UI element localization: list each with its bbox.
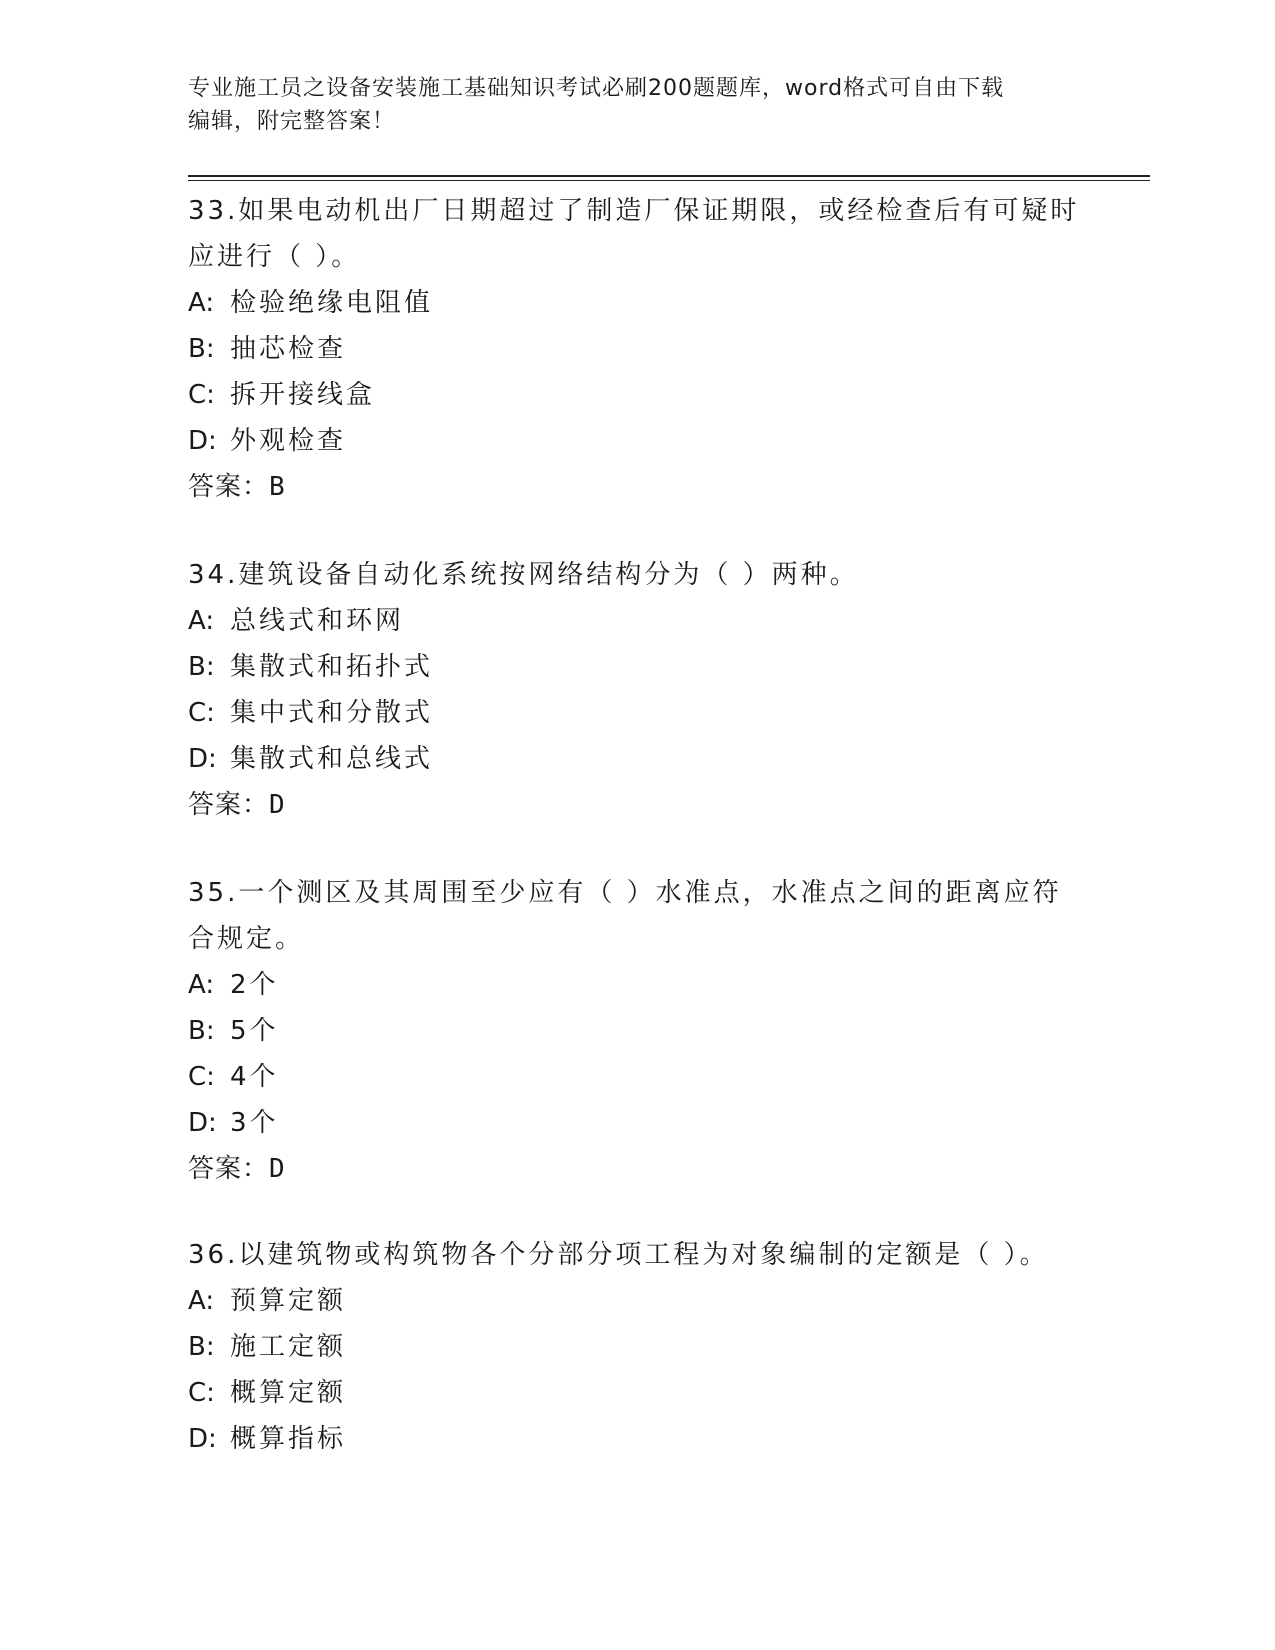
option-text: 抽芯检查 [230, 334, 347, 364]
document-header [188, 72, 1068, 138]
question-36 [188, 1232, 1088, 1462]
option-text: 拆开接线盒 [230, 380, 376, 410]
option-text: 2个 [230, 970, 279, 1000]
answer-value: D [269, 790, 285, 820]
option-text: 外观检查 [230, 426, 347, 456]
header-divider-thick [188, 175, 1150, 177]
option-a [188, 598, 1088, 644]
option-letter: B: [188, 652, 215, 682]
option-b [188, 644, 1088, 690]
option-c [188, 1054, 1088, 1100]
answer-line [188, 464, 1088, 510]
option-text: 检验绝缘电阻值 [230, 288, 434, 318]
option-c [188, 1370, 1088, 1416]
option-b [188, 326, 1088, 372]
option-letter: C: [188, 380, 215, 410]
option-letter: D: [188, 1424, 217, 1454]
question-stem: 36.以建筑物或构筑物各个分部分项工程为对象编制的定额是（ ）。 [188, 1240, 1049, 1270]
option-text: 总线式和环网 [230, 606, 405, 636]
option-letter: D: [188, 744, 217, 774]
option-a [188, 280, 1088, 326]
option-letter: C: [188, 1378, 215, 1408]
answer-label: 答案： [188, 790, 270, 820]
option-letter: B: [188, 1016, 215, 1046]
option-letter: B: [188, 334, 215, 364]
answer-line [188, 1146, 1088, 1192]
option-letter: A: [188, 1286, 215, 1316]
option-text: 预算定额 [230, 1286, 347, 1316]
option-a [188, 962, 1088, 1008]
option-text: 施工定额 [230, 1332, 347, 1362]
header-title-line-2: 编辑，附完整答案！ [188, 109, 396, 134]
option-c [188, 690, 1088, 736]
option-letter: A: [188, 970, 215, 1000]
option-letter: D: [188, 426, 217, 456]
question-34 [188, 552, 1088, 828]
option-letter: C: [188, 1062, 215, 1092]
option-text: 概算定额 [230, 1378, 347, 1408]
option-b [188, 1008, 1088, 1054]
question-stem-continued: 合规定。 [188, 924, 305, 954]
answer-value: B [269, 472, 285, 502]
question-stem-continued: 应进行（ ）。 [188, 242, 361, 272]
answer-label: 答案： [188, 1154, 270, 1184]
option-c [188, 372, 1088, 418]
option-a [188, 1278, 1088, 1324]
header-divider-thin [188, 180, 1150, 181]
option-text: 3个 [230, 1108, 279, 1138]
question-33 [188, 188, 1088, 510]
question-stem: 34.建筑设备自动化系统按网络结构分为（ ）两种。 [188, 560, 859, 590]
option-d [188, 1100, 1088, 1146]
option-b [188, 1324, 1088, 1370]
question-stem: 33.如果电动机出厂日期超过了制造厂保证期限，或经检查后有可疑时 [188, 196, 1080, 226]
option-text: 集散式和总线式 [230, 744, 434, 774]
option-letter: C: [188, 698, 215, 728]
answer-value: D [269, 1154, 285, 1184]
option-text: 概算指标 [230, 1424, 347, 1454]
option-text: 5个 [230, 1016, 279, 1046]
option-letter: A: [188, 288, 215, 318]
option-d [188, 418, 1088, 464]
option-text: 4个 [230, 1062, 279, 1092]
option-letter: B: [188, 1332, 215, 1362]
answer-line [188, 782, 1088, 828]
option-letter: A: [188, 606, 215, 636]
question-stem: 35.一个测区及其周围至少应有（ ）水准点，水准点之间的距离应符 [188, 878, 1062, 908]
answer-label: 答案： [188, 472, 270, 502]
option-text: 集散式和拓扑式 [230, 652, 434, 682]
header-title-line-1: 专业施工员之设备安装施工基础知识考试必刷200题题库，word格式可自由下载 [188, 76, 1005, 101]
option-d [188, 1416, 1088, 1462]
option-text: 集中式和分散式 [230, 698, 434, 728]
option-d [188, 736, 1088, 782]
question-35 [188, 870, 1088, 1192]
option-letter: D: [188, 1108, 217, 1138]
